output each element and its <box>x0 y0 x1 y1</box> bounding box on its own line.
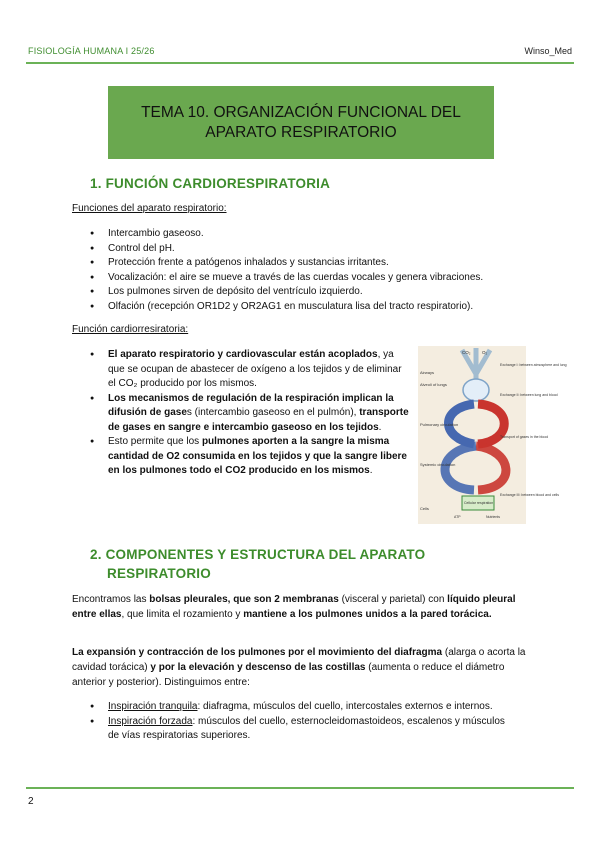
list-item: ● Olfación (recepción OR1D2 y OR2AG1 en musculatura lisa del tracto respiratorio). <box>90 300 483 315</box>
breathing-paragraph: La expansión y contracción de los pulmones por el movimiento del diafragma (alarga o acorta la cavidad torácica) y por la elevación y descenso de las costillas (aumenta o reduce el diámetro anterior y posterior). Distinguimos entre: <box>72 647 526 688</box>
footer-rule <box>26 787 574 789</box>
inspiration-list <box>90 700 510 744</box>
figure-label: Cellular respiration <box>464 501 494 505</box>
list-item: ● Vocalización: el aire se mueve a través de las cuerdas vocales y genera vibraciones. <box>90 271 483 286</box>
section-2-title <box>90 545 425 583</box>
cardio-list <box>90 348 412 479</box>
functions-list <box>90 227 483 314</box>
figure-label: ATP <box>454 515 461 519</box>
title-line-2: APARATO RESPIRATORIO <box>205 123 397 141</box>
figure-label: Exchange I: between atmosphere and lung <box>500 363 567 367</box>
pleura-paragraph: Encontramos las bolsas pleurales, que son 2 membranas (visceral y parietal) con líquido pleural entre ellas, que limita el rozamiento y mantiene a los pulmones unidos a la pared torácica. <box>72 594 516 620</box>
figure-label: O₂ <box>482 350 488 355</box>
section-2-title-line-2: RESPIRATORIO <box>107 566 211 581</box>
list-item: ● Inspiración forzada: músculos del cuello, esternocleidomastoideos, escalenos y músculos de vías respiratorias superiores. <box>90 715 510 744</box>
figure-label: Cells <box>420 506 429 511</box>
figure-label: Exchange III: between blood and cells <box>500 493 559 497</box>
figure-label: Exchange II: between lung and blood <box>500 393 558 397</box>
figure-label: Transport of gases in the blood <box>500 435 549 439</box>
functions-subheading: Funciones del aparato respiratorio: <box>72 203 227 214</box>
list-item: ● El aparato respiratorio y cardiovascular están acoplados, ya que se ocupan de abastecer de oxígeno a los tejidos y de eliminar el CO₂ producido por los mismos. <box>90 348 412 392</box>
cardiorespiratory-diagram <box>418 346 567 524</box>
list-item: ● Esto permite que los pulmones aporten a la sangre la misma cantidad de O2 consumida en los tejidos y que la sangre libere en los pulmones todo el CO2 producido en los mismos. <box>90 435 412 479</box>
list-item: ● Los mecanismos de regulación de la respiración implican la difusión de gases (intercambio gaseoso en el pulmón), transporte de gases en sangre e intercambio gaseoso en los tejidos. <box>90 392 412 436</box>
cardio-subheading: Función cardiorresiratoria: <box>72 324 189 335</box>
list-item: ● Inspiración tranquila: diafragma, músculos del cuello, intercostales externos e internos. <box>90 700 510 715</box>
title-banner <box>108 86 494 159</box>
list-item: ● Control del pH. <box>90 242 483 257</box>
section-1-title: 1. FUNCIÓN CARDIORESPIRATORIA <box>90 176 331 191</box>
figure-label: Nutrients <box>486 515 501 519</box>
header-author: Winso_Med <box>524 46 572 56</box>
figure-label: Systemic circulation <box>420 462 456 467</box>
list-item: ● Protección frente a patógenos inhalados y sustancias irritantes. <box>90 256 483 271</box>
page-number: 2 <box>28 796 34 807</box>
figure-label: Alveoli of lungs <box>420 382 447 387</box>
figure-label: Airways <box>420 370 435 375</box>
list-item: ● Los pulmones sirven de depósito del ventrículo izquierdo. <box>90 285 483 300</box>
figure-label: Pulmonary circulation <box>420 422 459 427</box>
header-rule <box>26 62 574 64</box>
section-2-title-line-1: 2. COMPONENTES Y ESTRUCTURA DEL APARATO <box>90 547 426 562</box>
title-line-1: TEMA 10. ORGANIZACIÓN FUNCIONAL DEL <box>141 103 461 121</box>
list-item: ● Intercambio gaseoso. <box>90 227 483 242</box>
page-title <box>141 103 461 143</box>
header-subject: FISIOLOGÍA HUMANA I 25/26 <box>28 46 155 56</box>
figure-label: CO₂ <box>462 350 471 355</box>
